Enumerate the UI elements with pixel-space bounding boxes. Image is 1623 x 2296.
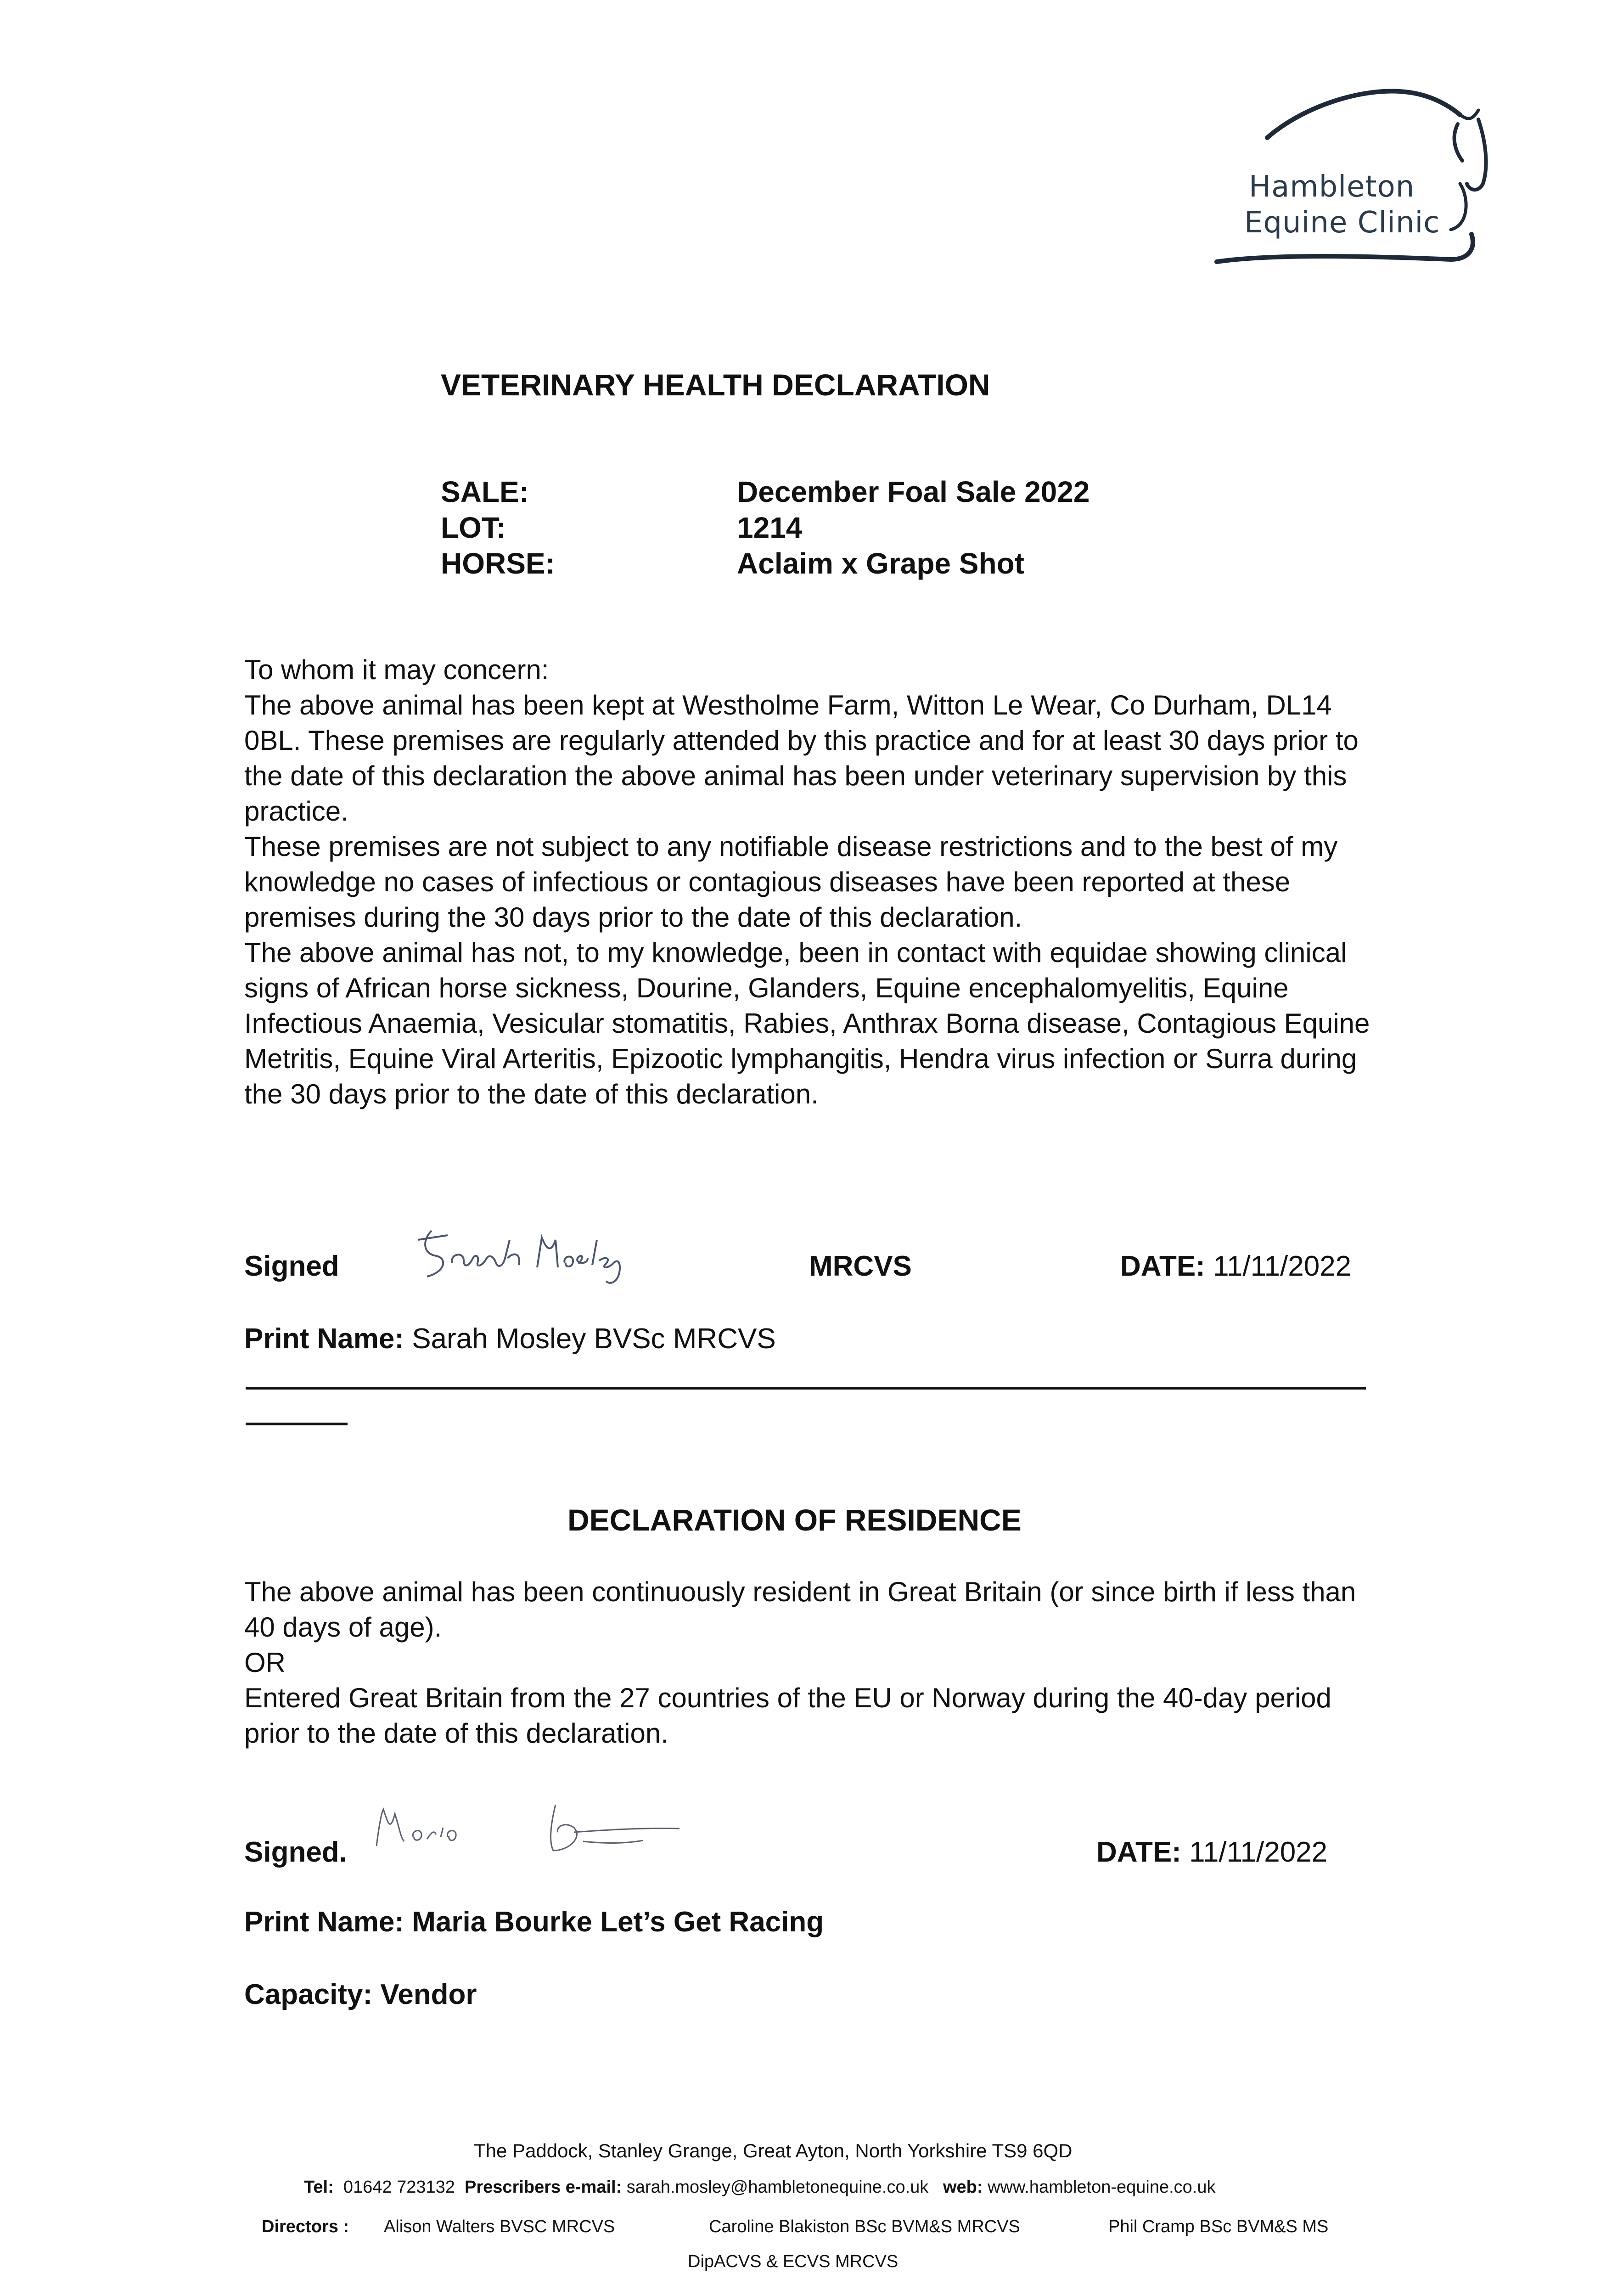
vet-date-value: 11/11/2022 bbox=[1213, 1250, 1352, 1282]
vet-date-label: DATE: bbox=[1120, 1250, 1205, 1282]
residence-paragraph-1: The above animal has been continuously resident in Great Britain (or since birth if less than 40 days of age). bbox=[244, 1576, 1356, 1643]
vendor-date bbox=[1096, 1836, 1327, 1868]
vet-date bbox=[1120, 1250, 1351, 1283]
health-declaration-title: VETERINARY HEALTH DECLARATION bbox=[441, 368, 990, 402]
section-divider-short bbox=[246, 1423, 348, 1425]
residence-paragraph-2: Entered Great Britain from the 27 countries of the EU or Norway during the 40-day period prior to the date of this declaration. bbox=[244, 1683, 1331, 1749]
residence-declaration-title: DECLARATION OF RESIDENCE bbox=[567, 1503, 1022, 1537]
vet-print-name-label: Print Name: bbox=[244, 1323, 404, 1355]
footer-directors bbox=[262, 2217, 349, 2237]
health-declaration-body bbox=[244, 652, 1383, 1112]
vet-print-name bbox=[244, 1322, 776, 1355]
footer-tel-label: Tel: bbox=[304, 2178, 334, 2197]
horse-label: HORSE: bbox=[441, 547, 555, 580]
vendor-signed-label: Signed. bbox=[244, 1836, 347, 1868]
vendor-signature-image bbox=[367, 1786, 689, 1869]
horse-value: Aclaim x Grape Shot bbox=[737, 547, 1024, 580]
footer-director-1: Alison Walters BVSC MRCVS bbox=[384, 2217, 615, 2236]
footer-contact bbox=[304, 2178, 1216, 2197]
residence-or: OR bbox=[244, 1647, 286, 1678]
premises-paragraph: The above animal has been kept at Westholme Farm, Witton Le Wear, Co Durham, DL14 0BL. These premises are regularly attended by this practice and for at least 30 days prior to the date of this declaration the above animal has been under veterinary supervision by this practice. bbox=[244, 690, 1359, 827]
logo-text-line1: Hambleton bbox=[1249, 170, 1415, 204]
footer-director-2: Caroline Blakiston BSc BVM&S MRCVS bbox=[709, 2217, 1020, 2236]
footer-email[interactable]: sarah.mosley@hambletonequine.co.uk bbox=[626, 2178, 929, 2197]
footer-address: The Paddock, Stanley Grange, Great Ayton, North Yorkshire TS9 6QD bbox=[474, 2140, 1073, 2161]
salutation: To whom it may concern: bbox=[244, 654, 549, 685]
vendor-date-value: 11/11/2022 bbox=[1189, 1836, 1328, 1868]
residence-declaration-body bbox=[244, 1574, 1383, 1751]
footer-directors-label: Directors : bbox=[262, 2217, 349, 2236]
vet-print-name-value: Sarah Mosley BVSc MRCVS bbox=[412, 1323, 776, 1355]
vet-signed-label: Signed bbox=[244, 1250, 339, 1282]
logo-text-line2: Equine Clinic bbox=[1244, 206, 1440, 240]
contact-paragraph: The above animal has not, to my knowledge, been in contact with equidae showing clinical signs of African horse sickness, Dourine, Glanders, Equine encephalomyelitis, Equine Infectious Anaemia, Vesicular stomatitis, Rabies, Anthrax Borna disease, Contagious Equine Metritis, Equine Viral Arteritis, Epizootic lymphangitis, Hendra virus infection or Surra during the 30 days prior to the date of this declaration. bbox=[244, 937, 1370, 1109]
footer-web[interactable]: www.hambleton-equine.co.uk bbox=[988, 2178, 1216, 2197]
vet-signature bbox=[404, 1212, 661, 1297]
clinic-logo bbox=[1212, 78, 1497, 280]
vendor-date-label: DATE: bbox=[1096, 1836, 1181, 1868]
footer-web-label: web: bbox=[943, 2178, 983, 2197]
vendor-capacity: Capacity: Vendor bbox=[244, 1979, 477, 2010]
footer-director-3: Phil Cramp BSc BVM&S MS bbox=[1108, 2217, 1329, 2236]
sale-fields bbox=[441, 474, 1221, 584]
lot-label: LOT: bbox=[441, 511, 506, 544]
footer-email-label: Prescribers e-mail: bbox=[465, 2178, 622, 2197]
section-divider bbox=[246, 1387, 1366, 1390]
sale-label: SALE: bbox=[441, 475, 529, 508]
footer-director-3-cont: DipACVS & ECVS MRCVS bbox=[688, 2252, 899, 2271]
vendor-signature bbox=[367, 1786, 689, 1871]
sale-value: December Foal Sale 2022 bbox=[737, 475, 1090, 508]
mrcvs-label: MRCVS bbox=[809, 1250, 912, 1282]
disease-restrictions-paragraph: These premises are not subject to any notifiable disease restrictions and to the best of my knowledge no cases of infectious or contagious diseases have been reported at these premises during the 30 days prior to the date of this declaration. bbox=[244, 831, 1338, 933]
vet-signature-image bbox=[404, 1212, 661, 1295]
vendor-print-name: Print Name: Maria Bourke Let’s Get Racing bbox=[244, 1906, 824, 1938]
lot-value: 1214 bbox=[737, 511, 803, 544]
footer-tel: 01642 723132 bbox=[343, 2178, 455, 2197]
